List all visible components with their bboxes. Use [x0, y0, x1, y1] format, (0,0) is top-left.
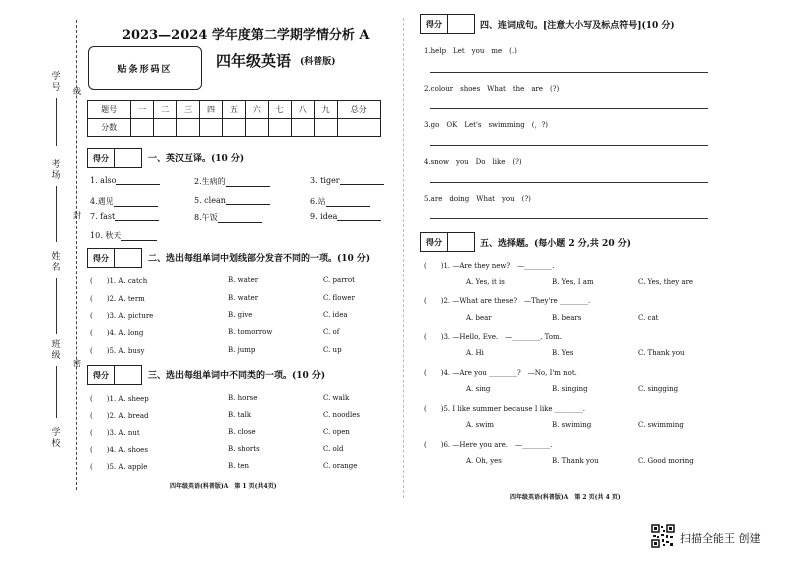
- mc-question: ( )4. —Are you ________? —No, I'm not.: [424, 369, 577, 377]
- section4-title: 四、连词成句。[注意大小写及标点符号](10 分): [480, 21, 675, 31]
- phonics-q: ( )4. A. long: [90, 329, 144, 337]
- mc-question: ( )6. —Here you are. —________.: [424, 441, 553, 449]
- score-label: 得分: [88, 366, 115, 384]
- score-field[interactable]: [448, 233, 474, 251]
- mc-option-c: C. singging: [638, 385, 679, 393]
- scanner-watermark: 扫描全能王 创建: [680, 532, 761, 545]
- mc-question: ( )2. —What are these? —They're ________.: [424, 297, 591, 305]
- edition-label: (科普版): [300, 57, 336, 67]
- mc-option-c: C. swimming: [638, 421, 684, 429]
- category-q: ( )1. A. sheep: [90, 395, 149, 403]
- score-cell[interactable]: [268, 119, 291, 137]
- score-table-header: 三: [177, 101, 200, 119]
- translate-item: 10. 秋天: [90, 230, 157, 241]
- mc-option-c: C. Good moring: [638, 457, 694, 465]
- score-field[interactable]: [448, 15, 474, 33]
- phonics-option-c: C. flower: [323, 294, 355, 302]
- category-option-c: C. open: [323, 428, 350, 436]
- mc-option-c: C. cat: [638, 314, 659, 322]
- qr-code-icon: [651, 524, 675, 548]
- sentence-words: 2.colour shoes What the are (?): [424, 85, 560, 93]
- phonics-q: ( )2. A. term: [90, 295, 145, 303]
- phonics-option-b: B. jump: [228, 346, 256, 354]
- mc-option-c: C. Thank you: [638, 349, 685, 357]
- score-label: 得分: [421, 15, 448, 33]
- mc-option-b: B. swiming: [552, 421, 592, 429]
- translate-item: 6.站: [310, 196, 370, 207]
- score-table-header: 五: [223, 101, 246, 119]
- margin-label-name: 姓名: [51, 252, 61, 273]
- phonics-option-c: C. parrot: [323, 276, 355, 284]
- category-q: ( )3. A. nut: [90, 429, 140, 437]
- answer-line[interactable]: [430, 72, 708, 73]
- phonics-q: ( )1. A. catch: [90, 277, 148, 285]
- section1-score-box: [87, 148, 142, 168]
- category-option-c: C. old: [323, 445, 344, 453]
- score-table-row-label: 分数: [88, 119, 131, 137]
- category-option-c: C. walk: [323, 394, 350, 402]
- category-option-b: B. horse: [228, 394, 258, 402]
- subject-title: 四年级英语: [216, 52, 292, 70]
- category-option-c: C. noodles: [323, 411, 360, 419]
- seal-mark-seal: 封: [73, 211, 81, 220]
- score-field[interactable]: [115, 249, 141, 267]
- score-label: 得分: [88, 149, 115, 167]
- score-table-header: 六: [245, 101, 268, 119]
- sentence-words: 3.go OK Let's swimming (，?): [424, 121, 549, 129]
- score-cell[interactable]: [314, 119, 337, 137]
- category-q: ( )2. A. bread: [90, 412, 149, 420]
- margin-label-school: 学校: [51, 428, 61, 449]
- mc-option-a: A. swim: [466, 421, 494, 429]
- phonics-q: ( )3. A. picture: [90, 312, 154, 320]
- score-table-header: 总分: [337, 101, 380, 119]
- score-cell[interactable]: [223, 119, 246, 137]
- score-label: 得分: [88, 249, 115, 267]
- score-table-header: 一: [131, 101, 154, 119]
- page-separator: [403, 18, 404, 498]
- margin-write-line: [56, 98, 57, 146]
- margin-write-line: [56, 186, 57, 242]
- score-table-header: 题号: [88, 101, 131, 119]
- translate-item: 9. idea: [310, 212, 381, 221]
- mc-option-b: B. Thank you: [552, 457, 599, 465]
- section2-title: 二、选出每组单词中划线部分发音不同的一项。(10 分): [148, 254, 371, 264]
- seal-mark-secret: 密: [73, 359, 81, 368]
- footer-page-1: 四年级英语(科普版)A 第 1 页(共4页): [170, 483, 277, 490]
- mc-option-a: A. Yes, it is: [466, 278, 505, 286]
- category-option-c: C. orange: [323, 462, 358, 470]
- mc-question: ( )1. —Are they new? —________.: [424, 262, 555, 270]
- mc-option-c: C. Yes, they are: [638, 278, 694, 286]
- phonics-option-b: B. water: [228, 294, 259, 302]
- score-table-header: 二: [154, 101, 177, 119]
- score-cell[interactable]: [245, 119, 268, 137]
- answer-line[interactable]: [430, 182, 708, 183]
- mc-option-b: B. bears: [552, 314, 582, 322]
- score-cell[interactable]: [131, 119, 154, 137]
- score-field[interactable]: [115, 366, 141, 384]
- score-field[interactable]: [115, 149, 141, 167]
- sentence-words: 4.snow you Do like (?): [424, 158, 522, 166]
- exam-title: 2023—2024 学年度第二学期学情分析 A: [122, 28, 370, 43]
- mc-option-a: A. bear: [466, 314, 492, 322]
- mc-question: ( )5. I like summer because I like ________.: [424, 405, 586, 413]
- section5-title: 五、选择题。(每小题 2 分,共 20 分): [480, 239, 631, 249]
- translate-item: 7. fast: [90, 212, 159, 221]
- section4-score-box: [420, 14, 475, 34]
- phonics-option-c: C. of: [323, 328, 340, 336]
- score-cell[interactable]: [200, 119, 223, 137]
- score-table: [87, 100, 381, 137]
- category-option-b: B. talk: [228, 411, 252, 419]
- translate-item: 8.午饭: [194, 212, 262, 223]
- mc-option-a: A. Hi: [466, 349, 484, 357]
- mc-option-b: B. Yes: [552, 349, 574, 357]
- score-table-header: 四: [200, 101, 223, 119]
- score-cell[interactable]: [177, 119, 200, 137]
- barcode-box: 贴条形码区: [88, 46, 202, 90]
- section2-score-box: [87, 248, 142, 268]
- seal-mark-line: 线: [73, 87, 81, 96]
- translate-item: 2.生病的: [194, 176, 270, 187]
- answer-line[interactable]: [430, 218, 708, 219]
- translate-item: 4.遇见: [90, 196, 158, 207]
- margin-write-line: [56, 366, 57, 418]
- phonics-option-b: B. water: [228, 276, 259, 284]
- mc-option-a: A. sing: [466, 385, 491, 393]
- phonics-q: ( )5. A. busy: [90, 347, 145, 355]
- answer-line[interactable]: [430, 145, 708, 146]
- category-option-b: B. shorts: [228, 445, 260, 453]
- score-label: 得分: [421, 233, 448, 251]
- translate-item: 5. clean: [194, 196, 270, 205]
- phonics-option-c: C. idea: [323, 311, 348, 319]
- translate-item: 3. tiger: [310, 176, 384, 185]
- score-cell[interactable]: [154, 119, 177, 137]
- margin-label-class: 班级: [51, 340, 61, 361]
- margin-write-line: [56, 278, 57, 334]
- mc-option-a: A. Oh, yes: [466, 457, 502, 465]
- score-table-header: 七: [268, 101, 291, 119]
- section3-title: 三、选出每组单词中不同类的一项。(10 分): [148, 371, 326, 381]
- phonics-option-b: B. give: [228, 311, 253, 319]
- category-option-b: B. ten: [228, 462, 250, 470]
- margin-label-student-id: 学号: [51, 72, 61, 93]
- phonics-option-c: C. up: [323, 346, 342, 354]
- score-table-header: 九: [314, 101, 337, 119]
- phonics-option-b: B. tomorrow: [228, 328, 273, 336]
- score-cell[interactable]: [291, 119, 314, 137]
- section1-title: 一、英汉互译。(10 分): [148, 154, 245, 164]
- category-option-b: B. close: [228, 428, 256, 436]
- margin-label-exam-room: 考场: [51, 160, 61, 181]
- footer-page-2: 四年级英语(科普版)A 第 2 页(共 4 页): [510, 494, 621, 501]
- score-cell[interactable]: [337, 119, 380, 137]
- mc-option-b: B. Yes, I am: [552, 278, 594, 286]
- mc-option-b: B. singing: [552, 385, 588, 393]
- sentence-words: 5.are doing What you (?): [424, 195, 531, 203]
- section5-score-box: [420, 232, 475, 252]
- score-table-header: 八: [291, 101, 314, 119]
- answer-line[interactable]: [430, 108, 708, 109]
- mc-question: ( )3. —Hello, Eve. —________, Tom.: [424, 333, 562, 341]
- section3-score-box: [87, 365, 142, 385]
- sentence-words: 1.help Let you me (.): [424, 47, 517, 55]
- category-q: ( )5. A. apple: [90, 463, 148, 471]
- category-q: ( )4. A. shoes: [90, 446, 148, 454]
- translate-item: 1. also: [90, 176, 160, 185]
